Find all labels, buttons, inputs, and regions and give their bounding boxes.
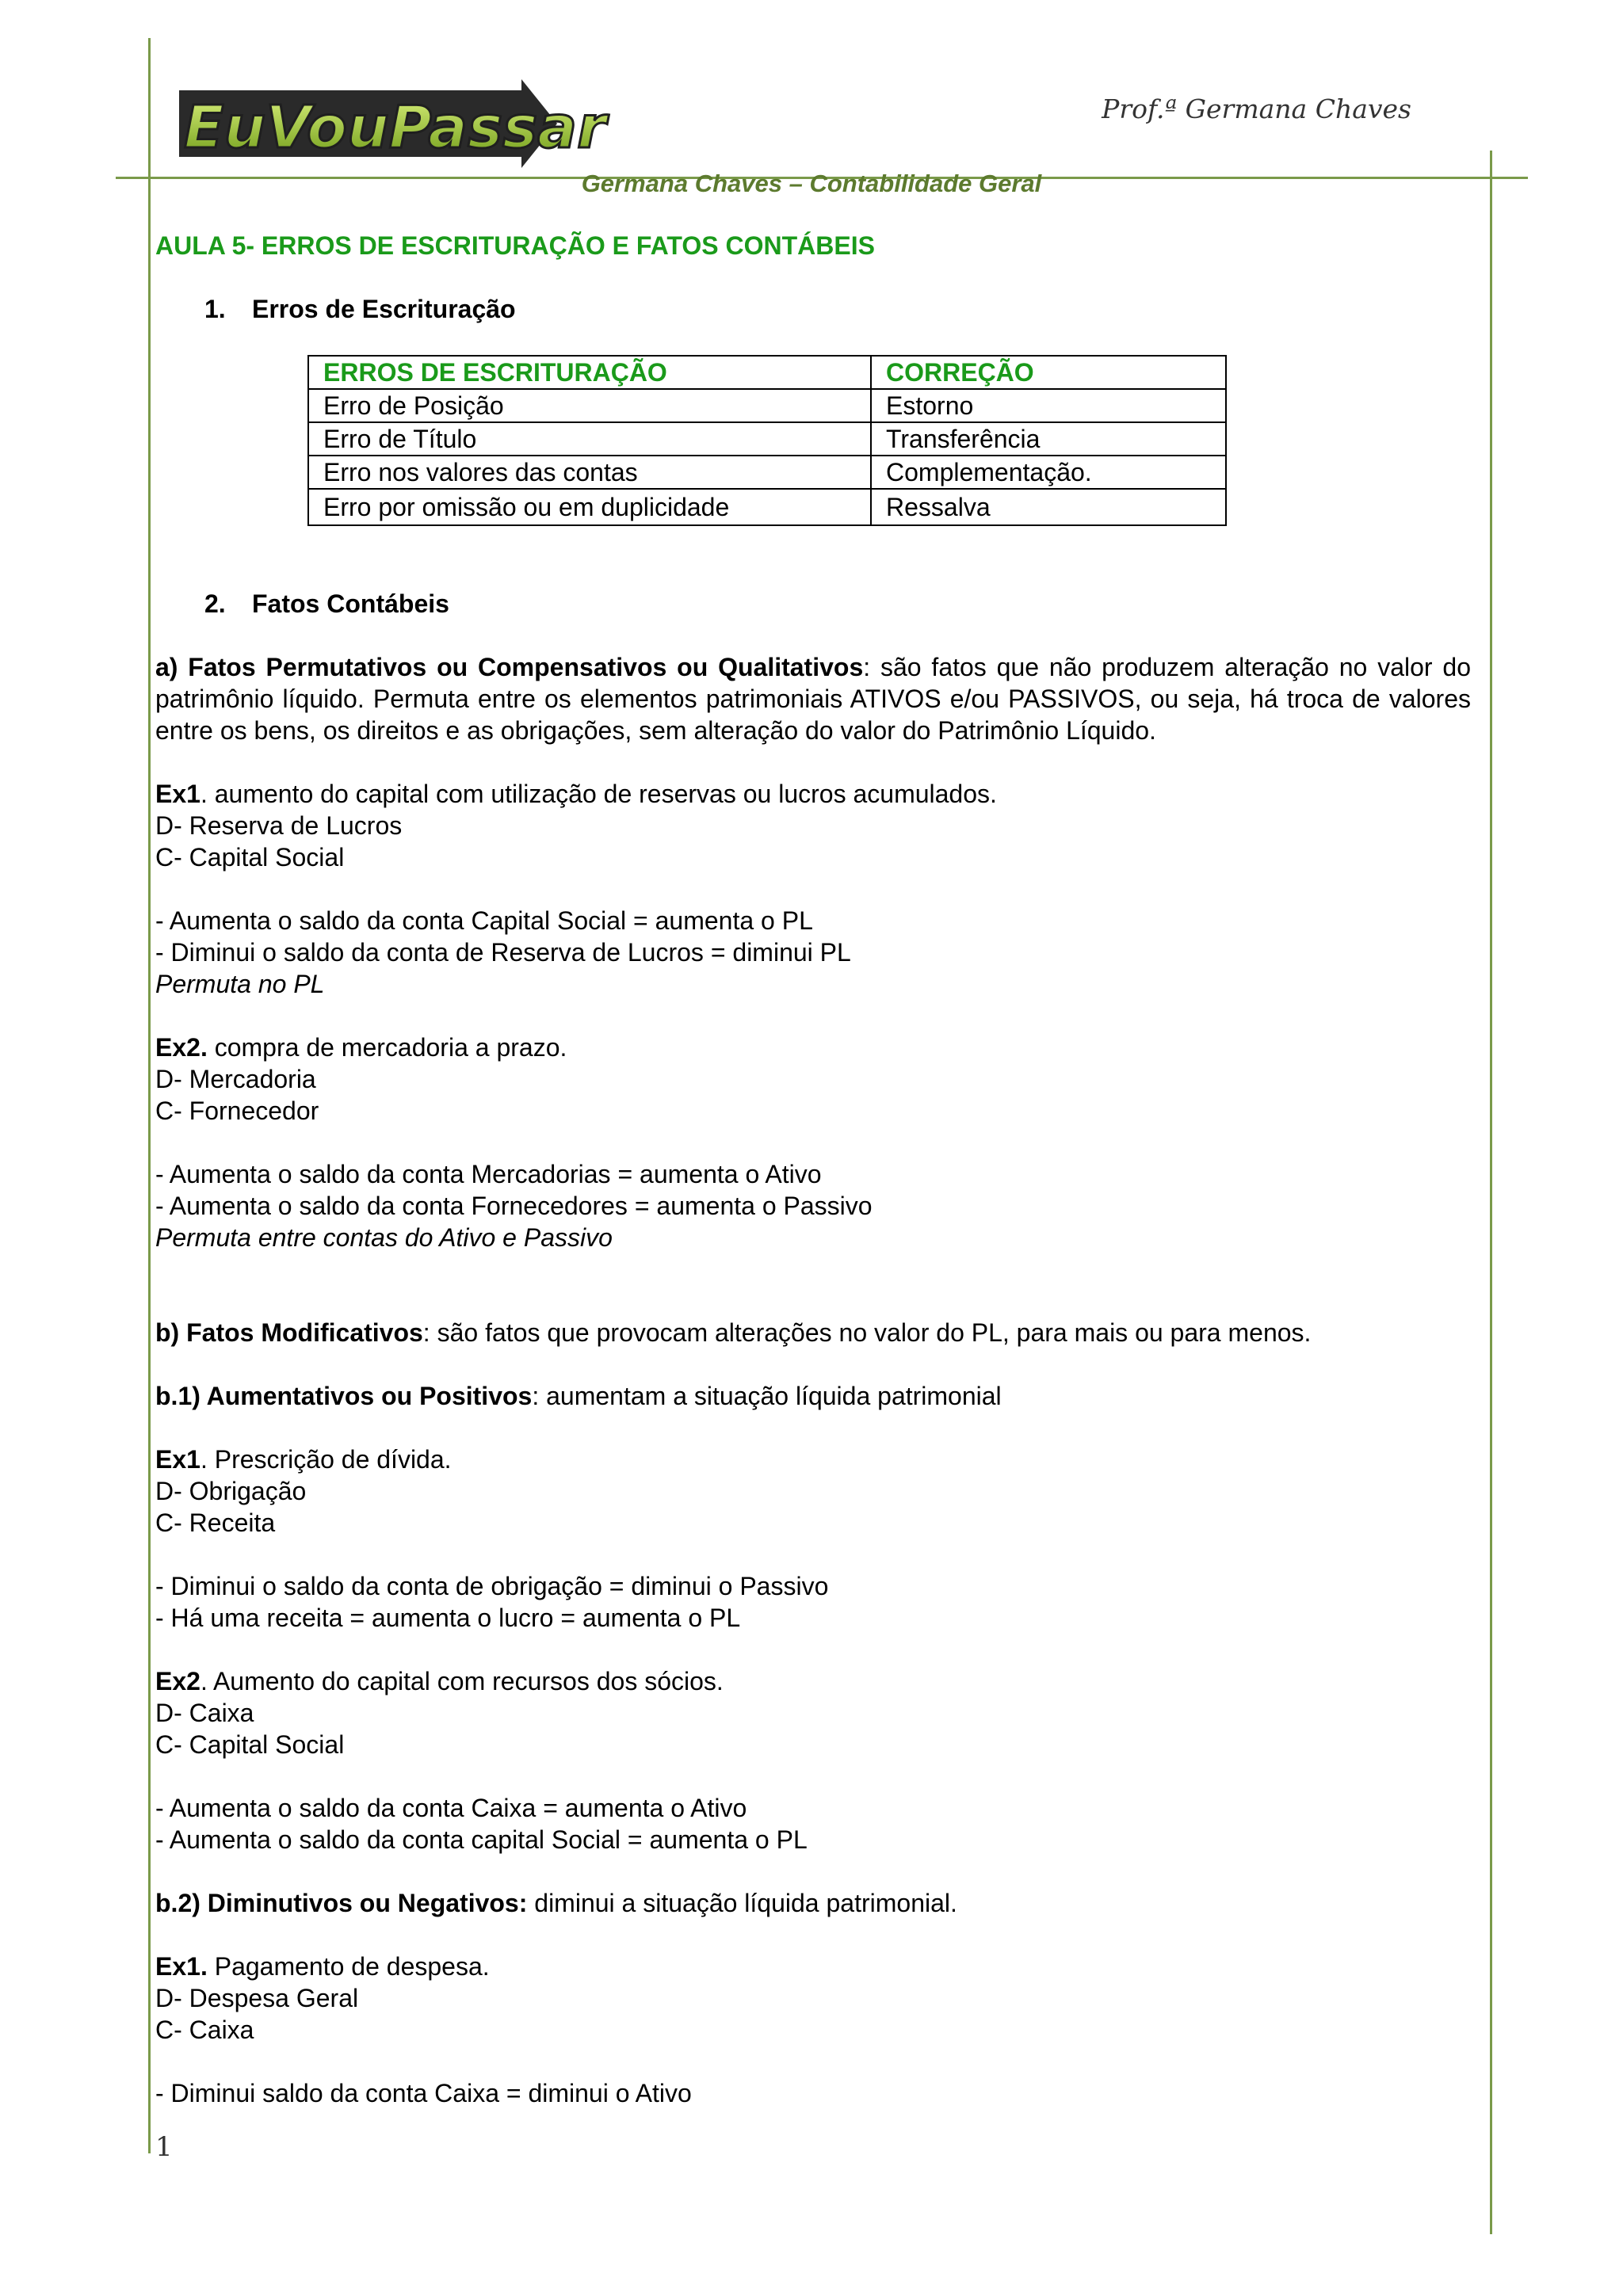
credit-line: C- Capital Social (155, 843, 345, 871)
table-cell: Erro por omissão ou em duplicidade (308, 489, 871, 525)
example-b1-2: Ex2. Aumento do capital com recursos dos sócios. (155, 1667, 724, 1695)
example-note: Permuta entre contas do Ativo e Passivo (155, 1223, 613, 1252)
paragraph-b: b) Fatos Modificativos: são fatos que provocam alterações no valor do PL, para mais ou para menos. (155, 1318, 1312, 1347)
example-b1-1: Ex1. Prescrição de dívida. (155, 1445, 452, 1474)
document-body (155, 230, 1471, 2109)
left-vertical-rule (148, 38, 151, 2153)
table-cell: Erro nos valores das contas (308, 456, 871, 489)
header-subtitle: Germana Chaves – Contabilidade Geral (581, 170, 1042, 197)
effect-line: - Aumenta o saldo da conta Caixa = aumenta o Ativo (155, 1794, 747, 1822)
table-header-row (308, 356, 1226, 389)
debit-line: D- Obrigação (155, 1477, 307, 1505)
table-cell: Transferência (871, 422, 1226, 456)
table-header-cell: CORREÇÃO (871, 356, 1226, 389)
paragraph-a: a) Fatos Permutativos ou Compensativos ou Qualitativos: são fatos que não produzem alteração no valor do patrimônio líquido. Permuta entre os elementos patrimoniais ATIVOS e/ou PASSIVOS, ou seja, há troca de valores entre os bens, os direitos e as obrigações, sem alteração do valor do Patrimônio Líquido. (155, 653, 1472, 745)
lesson-title: AULA 5- ERROS DE ESCRITURAÇÃO E FATOS CONTÁBEIS (155, 231, 875, 260)
effect-line: - Diminui o saldo da conta de obrigação = diminui o Passivo (155, 1572, 829, 1600)
debit-line: D- Mercadoria (155, 1065, 316, 1093)
effect-line: - Há uma receita = aumenta o lucro = aumenta o PL (155, 1604, 741, 1632)
table-cell: Erro de Título (308, 422, 871, 456)
effect-line: - Aumenta o saldo da conta capital Social = aumenta o PL (155, 1825, 808, 1854)
table-cell: Estorno (871, 389, 1226, 422)
credit-line: C- Caixa (155, 2016, 254, 2044)
credit-line: C- Receita (155, 1508, 276, 1537)
page-number: 1 (155, 2131, 173, 2163)
credit-line: C- Fornecedor (155, 1097, 319, 1125)
paragraph-b2: b.2) Diminutivos ou Negativos: diminui a situação líquida patrimonial. (155, 1889, 957, 1917)
effect-line: - Aumenta o saldo da conta Fornecedores = aumenta o Passivo (155, 1192, 873, 1220)
effect-line: - Diminui o saldo da conta de Reserva de Lucros = diminui PL (155, 938, 851, 967)
effect-line: - Diminui saldo da conta Caixa = diminui o Ativo (155, 2079, 692, 2107)
example-a1: Ex1. aumento do capital com utilização de reservas ou lucros acumulados. (155, 780, 997, 808)
example-a2: Ex2. compra de mercadoria a prazo. (155, 1033, 567, 1062)
debit-line: D- Despesa Geral (155, 1984, 359, 2012)
professor-signature: Prof.ª Germana Chaves (1102, 93, 1411, 124)
paragraph-b1: b.1) Aumentativos ou Positivos: aumentam a situação líquida patrimonial (155, 1382, 1002, 1410)
table-row (308, 422, 1226, 456)
table-row (308, 456, 1226, 489)
credit-line: C- Capital Social (155, 1730, 345, 1759)
table-row (308, 389, 1226, 422)
example-note: Permuta no PL (155, 970, 325, 998)
effect-line: - Aumenta o saldo da conta Mercadorias = aumenta o Ativo (155, 1160, 822, 1188)
table-header-cell: ERROS DE ESCRITURAÇÃO (308, 356, 871, 389)
table-cell: Ressalva (871, 489, 1226, 525)
debit-line: D- Caixa (155, 1699, 254, 1727)
table-row (308, 489, 1226, 525)
section-heading-1: 1. Erros de Escrituração (204, 295, 516, 323)
debit-line: D- Reserva de Lucros (155, 811, 403, 840)
table-cell: Complementação. (871, 456, 1226, 489)
example-b2-1: Ex1. Pagamento de despesa. (155, 1952, 490, 1981)
eu-vou-passar-logo (173, 79, 606, 178)
section-heading-2: 2. Fatos Contábeis (204, 589, 449, 618)
effect-line: - Aumenta o saldo da conta Capital Social = aumenta o PL (155, 906, 813, 935)
errors-table (307, 355, 1227, 526)
svg-text:EuVouPassar: EuVouPassar (184, 93, 606, 162)
table-cell: Erro de Posição (308, 389, 871, 422)
right-vertical-rule (1490, 151, 1492, 2234)
